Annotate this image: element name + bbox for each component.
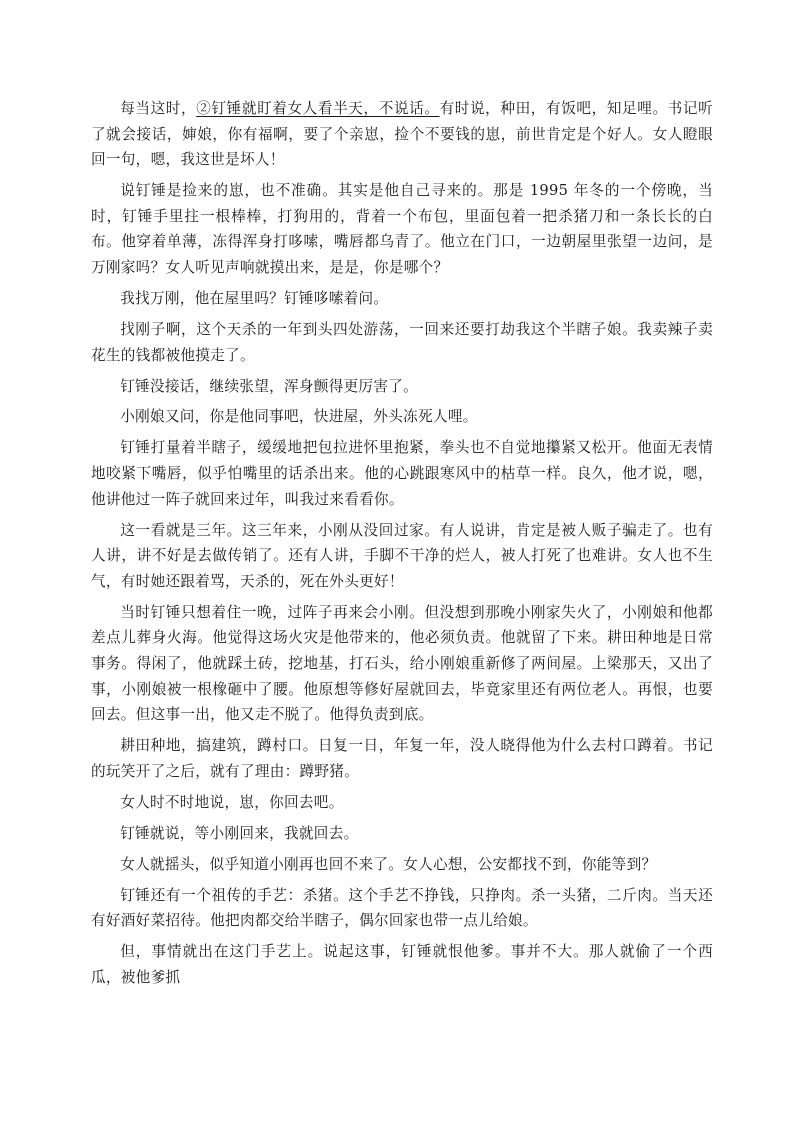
underlined-sentence: ②钉锤就盯着女人看半天，不说话。 — [196, 100, 440, 117]
paragraph-text: 当时钉锤只想着住一晚，过阵子再来会小刚。但没想到那晚小刚家失火了，小刚娘和他都差点儿葬身火海。他觉得这场火灾是他带来的，他必须负责。他就留了下来。耕田种地是日常事务。得闲了，他就踩土砖，挖地基，打石头，给小刚娘重新修了两间屋。上梁那天，又出了事，小刚娘被一根橡砸中了腰。他原想等修好屋就回去，毕竟家里还有两位老人。再恨，也要回去。但这事一出，他又走不脱了。他得负责到底。 — [91, 603, 713, 724]
paragraph — [91, 435, 713, 512]
paragraph — [91, 518, 713, 595]
paragraph — [91, 733, 713, 784]
paragraph-text: 耕田种地，搞建筑，蹲村口。日复一日，年复一年，没人晓得他为什么去村口蹲着。书记的玩笑开了之后，就有了理由：蹲野猪。 — [91, 737, 713, 780]
paragraph — [91, 286, 713, 312]
paragraph-text: 女人时不时地说，崽，你回去吧。 — [120, 793, 344, 811]
paragraph-text: 女人就摇头，似乎知道小刚再也回不来了。女人心想，公安都找不到，你能等到？ — [120, 855, 657, 873]
paragraph-text: 但，事情就出在这门手艺上。说起这事，钉锤就恨他爹。事并不大。那人就偷了一个西瓜，被他爹抓 — [91, 943, 713, 986]
paragraph — [91, 374, 713, 400]
paragraph-text: 小刚娘又问，你是他同事吧，快进屋，外头冻死人哩。 — [120, 408, 478, 426]
paragraph — [91, 790, 713, 816]
paragraph — [91, 852, 713, 878]
paragraph — [91, 178, 713, 280]
paragraph-text: 有时说，种田，有饭吧，知足哩。书记听了就会接话，婶娘，你有福啊，要了个亲崽，捡个不要钱的崽，前世肯定是个好人。女人瞪眼回一句，嗯，我这世是坏人！ — [91, 100, 713, 169]
paragraph-text: 这一看就是三年。这三年来，小刚从没回过家。有人说讲，肯定是被人贩子骗走了。也有人讲，讲不好是去做传销了。还有人讲，手脚不干净的烂人，被人打死了也难讲。女人也不生气，有时她还跟着骂，天杀的，死在外头更好！ — [91, 521, 713, 590]
paragraph — [91, 317, 713, 368]
paragraph-text: 每当这时， — [120, 100, 197, 117]
paragraph-text: 钉锤没接话，继续张望，浑身颤得更厉害了。 — [120, 377, 419, 395]
article-body — [91, 96, 713, 996]
paragraph — [91, 96, 713, 173]
paragraph-text: 说钉锤是捡来的崽，也不准确。其实是他自己寻来的。那是 1995 年冬的一个傍晚，当时，钉锤手里拄一根棒棒，打狗用的，背着一个布包，里面包着一把杀猪刀和一条长长的白布。他穿着单薄，冻得浑身打哆嗦，嘴唇都乌青了。他立在门口，一边朝屋里张望一边问，是万刚家吗？女人听见声响就摸出来，是是，你是哪个？ — [91, 182, 713, 276]
paragraph-text: 我找万刚，他在屋里吗？钉锤哆嗦着问。 — [120, 289, 389, 307]
paragraph — [91, 883, 713, 934]
paragraph — [91, 404, 713, 430]
paragraph-text: 钉锤就说，等小刚回来，我就回去。 — [120, 824, 359, 842]
paragraph-text: 钉锤打量着半瞎子，缓缓地把包拉进怀里抱紧，拳头也不自觉地攥紧又松开。他面无表情地咬紧下嘴唇，似乎怕嘴里的话杀出来。他的心跳跟寒风中的枯草一样。良久，他才说，嗯，他讲他过一阵子就回来过年，叫我过来看看你。 — [91, 439, 713, 508]
paragraph — [91, 600, 713, 728]
paragraph-text: 找刚子啊，这个天杀的一年到头四处游荡，一回来还要打劫我这个半瞎子娘。我卖辣子卖花生的钱都被他摸走了。 — [91, 320, 713, 364]
paragraph — [91, 939, 713, 990]
paragraph-text: 钉锤还有一个祖传的手艺：杀猪。这个手艺不挣钱，只挣肉。杀一头猪，二斤肉。当天还有好酒好菜招待。他把肉都交给半瞎子，偶尔回家也带一点儿给娘。 — [91, 886, 713, 930]
paragraph — [91, 821, 713, 847]
